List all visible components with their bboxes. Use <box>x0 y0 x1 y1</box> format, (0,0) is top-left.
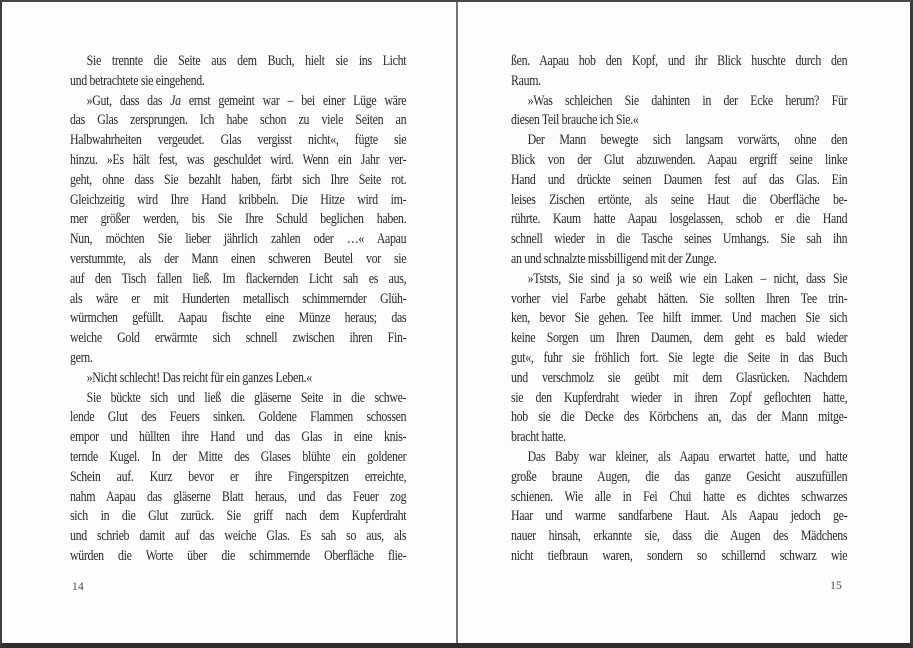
text-line: »Gut, dass das Ja ernst gemeint war – bei einer Lüge wäre <box>86 92 407 109</box>
text-line: verstummte, als der Mann einen schweren Beutel vor sie <box>70 250 407 267</box>
text-line: vorher viel Farbe gehabt hätten. Sie sollten Ihren Tee trin- <box>511 290 848 307</box>
text-line: das Glas zersprungen. Ich habe schon zu viele Seiten an <box>70 112 407 129</box>
text-line: Hand und drückte seinen Daumen fest auf das Glas. Ein <box>511 171 848 188</box>
text-line: sich in die Glut zurück. Sie griff nach dem Kupferdraht <box>70 508 407 525</box>
text-line: »Tststs, Sie sind ja so weiß wie ein Laken – nicht, dass Sie <box>527 270 848 287</box>
text-line: hob sie die Decke des Körbchens an, das der Mann mitge- <box>511 409 848 426</box>
text-line: keine Sorgen um Ihren Daumen, dem geht es bald wieder <box>511 330 848 347</box>
text-line: »Was schleichen Sie dahinten in der Ecke herum? Für <box>527 92 848 109</box>
text-line: Der Mann bewegte sich langsam vorwärts, ohne den <box>527 132 848 149</box>
text-line: als wäre er mit Hunderten metallisch schimmernder Glüh- <box>70 290 407 307</box>
page-gutter-divider <box>456 2 458 643</box>
text-line: bracht hatte. <box>511 429 566 446</box>
text-line: auf den Tisch fallen ließ. Im flackernden Licht sah es aus, <box>70 270 407 287</box>
text-line: würmchen gefüllt. Aapau fischte eine Münze heraus; das <box>70 310 407 327</box>
text-line: ken, bevor Sie gehen. Tee hilft immer. Und machen Sie sich <box>511 310 848 327</box>
text-line: mer größer werden, bis Sie Ihre Schuld beglichen haben. <box>70 211 407 228</box>
text-line: nicht tiefbraun waren, sondern so schillernd schwarz wie <box>511 547 848 564</box>
text-line: gut«, fuhr sie fröhlich fort. Sie legte die Seite in das Buch <box>511 349 848 366</box>
text-line: Halbwahrheiten vergeudet. Glas vergisst nicht«, fügte sie <box>70 132 407 149</box>
right-page-text <box>511 52 847 567</box>
text-line: Gleichzeitig wird Ihre Hand kribbeln. Die Hitze wird im- <box>70 191 407 208</box>
text-line: nauer hinsah, erkannte sie, dass die Augen des Mädchens <box>511 528 848 545</box>
text-line: »Nicht schlecht! Das reicht für ein ganzes Leben.« <box>86 369 312 386</box>
text-line: weiche Gold erwärmte sich schnell zwischen ihren Fin- <box>70 330 407 347</box>
text-line: Schein auf. Kurz bevor er ihre Fingerspitzen erreichte, <box>70 468 407 485</box>
text-line: leises Zischen ertönte, als seine Haut die Oberfläche be- <box>511 191 848 208</box>
left-page-text <box>70 52 406 567</box>
page-number-left: 14 <box>72 581 84 593</box>
text-line: diesen Teil brauche ich Sie.« <box>511 112 639 129</box>
text-line: nahm Aapau das gläserne Blatt heraus, und das Feuer zog <box>70 488 407 505</box>
text-line: schienen. Wie alle in Fei Chui hatte es dichtes schwarzes <box>511 488 848 505</box>
text-line: sie den Kupferdraht wieder in ihren Zopf geflochten hatte, <box>511 389 848 406</box>
text-line: Sie trennte die Seite aus dem Buch, hielt sie ins Licht <box>86 53 407 69</box>
text-line: und schrieb damit auf das weiche Glas. Es sah so aus, als <box>70 528 407 545</box>
text-line: Haar und warme sandfarbene Haut. Als Aapau jedoch ge- <box>511 508 848 525</box>
text-line: schnell wieder in die Tasche seines Umhangs. Sie sah ihn <box>511 231 848 248</box>
text-line: lende Glut des Feuers sinken. Goldene Flammen schossen <box>70 409 407 426</box>
text-line: ternde Kugel. In der Mitte des Glases blühte ein goldener <box>70 448 407 465</box>
text-line: Das Baby war kleiner, als Aapau erwartet hatte, und hatte <box>527 448 848 465</box>
text-line: würden die Worte über die schimmernde Oberfläche flie- <box>70 547 407 564</box>
text-line: an und schnalzte missbilligend mit der Zunge. <box>511 250 717 267</box>
text-line: große braune Augen, die das ganze Gesicht auszufüllen <box>511 468 848 485</box>
text-line: Blick von der Glut abzuwenden. Aapau ergriff seine linke <box>511 151 848 168</box>
text-line: und verschmolz sie geübt mit dem Glasrücken. Nachdem <box>511 369 848 386</box>
text-line: Sie bückte sich und ließ die gläserne Seite in die schwe- <box>86 389 407 406</box>
text-line: geht, ohne dass Sie bezahlt haben, färbt sich Ihre Seite rot. <box>70 171 407 188</box>
text-line: hinzu. »Es hält fest, was geschuldet wird. Wenn ein Jahr ver- <box>70 151 407 168</box>
text-line: empor und hüllten ihre Hand und das Glas in eine knis- <box>70 429 407 446</box>
text-line: ßen. Aapau hob den Kopf, und ihr Blick huschte durch den <box>511 53 848 69</box>
text-line: und betrachtete sie eingehend. <box>70 72 205 89</box>
text-line: Raum. <box>511 72 541 89</box>
text-line: gern. <box>70 349 93 366</box>
text-line: rührte. Kaum hatte Aapau losgelassen, schob er die Hand <box>511 211 848 228</box>
page-number-right: 15 <box>830 580 842 592</box>
text-line: Nun, möchten Sie lieber jährlich zahlen oder …« Aapau <box>70 231 407 248</box>
